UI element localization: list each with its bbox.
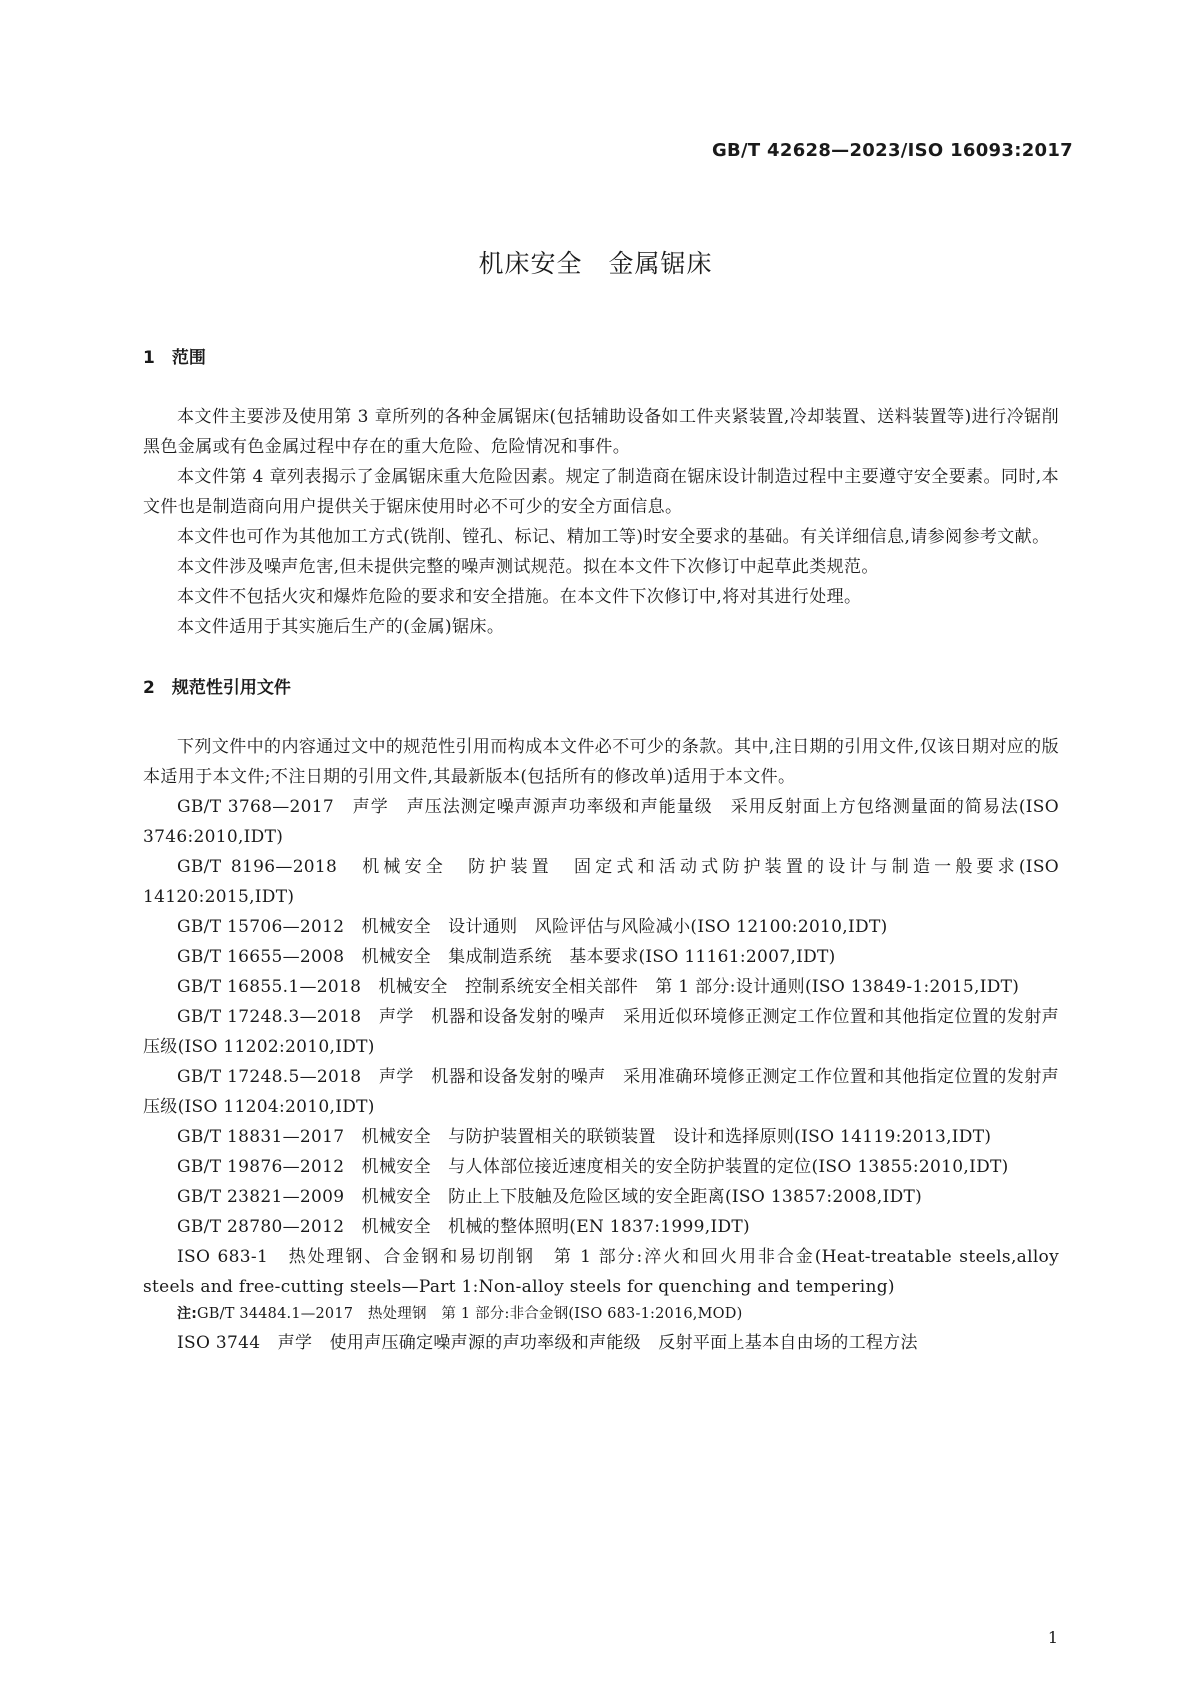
reference-item: GB/T 3768—2017 声学 声压法测定噪声源声功率级和声能量级 采用反射面上方包络测量面的简易法(ISO 3746:2010,IDT) <box>143 797 1065 847</box>
reference-item: ISO 683-1 热处理钢、合金钢和易切削钢 第 1 部分:淬火和回火用非合金(Heat-treatable steels,alloy steels and free-cutting steels—Part 1:Non-alloy steels for quenching and tempering) <box>143 1247 1065 1297</box>
page-number: 1 <box>1047 1628 1058 1647</box>
reference-item: GB/T 17248.3—2018 声学 机器和设备发射的噪声 采用近似环境修正测定工作位置和其他指定位置的发射声压级(ISO 11202:2010,IDT) <box>143 1007 1059 1057</box>
reference-item: GB/T 18831—2017 机械安全 与防护装置相关的联锁装置 设计和选择原则(ISO 14119:2013,IDT) <box>177 1127 992 1147</box>
scope-paragraph: 本文件适用于其实施后生产的(金属)锯床。 <box>177 617 505 637</box>
reference-item: GB/T 19876—2012 机械安全 与人体部位接近速度相关的安全防护装置的定位(ISO 13855:2010,IDT) <box>177 1157 1009 1177</box>
section-heading-scope: 1 范围 <box>143 348 206 368</box>
document-title: 机床安全 金属锯床 <box>478 249 713 278</box>
reference-item: GB/T 17248.5—2018 声学 机器和设备发射的噪声 采用准确环境修正测定工作位置和其他指定位置的发射声压级(ISO 11204:2010,IDT) <box>143 1067 1059 1117</box>
scope-paragraph: 本文件第 4 章列表揭示了金属锯床重大危险因素。规定了制造商在锯床设计制造过程中主要遵守安全要素。同时,本文件也是制造商向用户提供关于锯床使用时必不可少的安全方面信息。 <box>143 467 1059 517</box>
document-body <box>143 348 1065 1358</box>
scope-paragraph: 本文件也可作为其他加工方式(铣削、镗孔、标记、精加工等)时安全要求的基础。有关详细信息,请参阅参考文献。 <box>177 527 1050 547</box>
reference-item: GB/T 28780—2012 机械安全 机械的整体照明(EN 1837:1999,IDT) <box>177 1217 750 1237</box>
references-intro: 下列文件中的内容通过文中的规范性引用而构成本文件必不可少的条款。其中,注日期的引用文件,仅该日期对应的版本适用于本文件;不注日期的引用文件,其最新版本(包括所有的修改单)适用于本文件。 <box>143 737 1059 787</box>
scope-paragraph: 本文件主要涉及使用第 3 章所列的各种金属锯床(包括辅助设备如工件夹紧装置,冷却装置、送料装置等)进行冷锯削黑色金属或有色金属过程中存在的重大危险、危险情况和事件。 <box>143 407 1059 457</box>
scope-paragraph: 本文件涉及噪声危害,但未提供完整的噪声测试规范。拟在本文件下次修订中起草此类规范。 <box>177 557 879 577</box>
reference-item: GB/T 16655—2008 机械安全 集成制造系统 基本要求(ISO 11161:2007,IDT) <box>177 947 836 967</box>
reference-item: GB/T 8196—2018 机械安全 防护装置 固定式和活动式防护装置的设计与制造一般要求(ISO 14120:2015,IDT) <box>143 857 1065 907</box>
reference-item: ISO 3744 声学 使用声压确定噪声源的声功率级和声能级 反射平面上基本自由场的工程方法 <box>177 1333 918 1353</box>
scope-paragraph: 本文件不包括火灾和爆炸危险的要求和安全措施。在本文件下次修订中,将对其进行处理。 <box>177 587 862 607</box>
reference-item: GB/T 15706—2012 机械安全 设计通则 风险评估与风险减小(ISO 12100:2010,IDT) <box>177 917 888 937</box>
reference-note <box>143 1302 1059 1326</box>
reference-item: GB/T 23821—2009 机械安全 防止上下肢触及危险区域的安全距离(ISO 13857:2008,IDT) <box>177 1187 923 1207</box>
section-heading-normative-references: 2 规范性引用文件 <box>143 678 291 698</box>
standard-number: GB/T 42628—2023/ISO 16093:2017 <box>711 140 1073 161</box>
note-label: 注: <box>177 1306 197 1322</box>
note-text: GB/T 34484.1—2017 热处理钢 第 1 部分:非合金钢(ISO 683-1:2016,MOD) <box>197 1306 743 1322</box>
reference-item: GB/T 16855.1—2018 机械安全 控制系统安全相关部件 第 1 部分:设计通则(ISO 13849-1:2015,IDT) <box>177 977 1020 997</box>
